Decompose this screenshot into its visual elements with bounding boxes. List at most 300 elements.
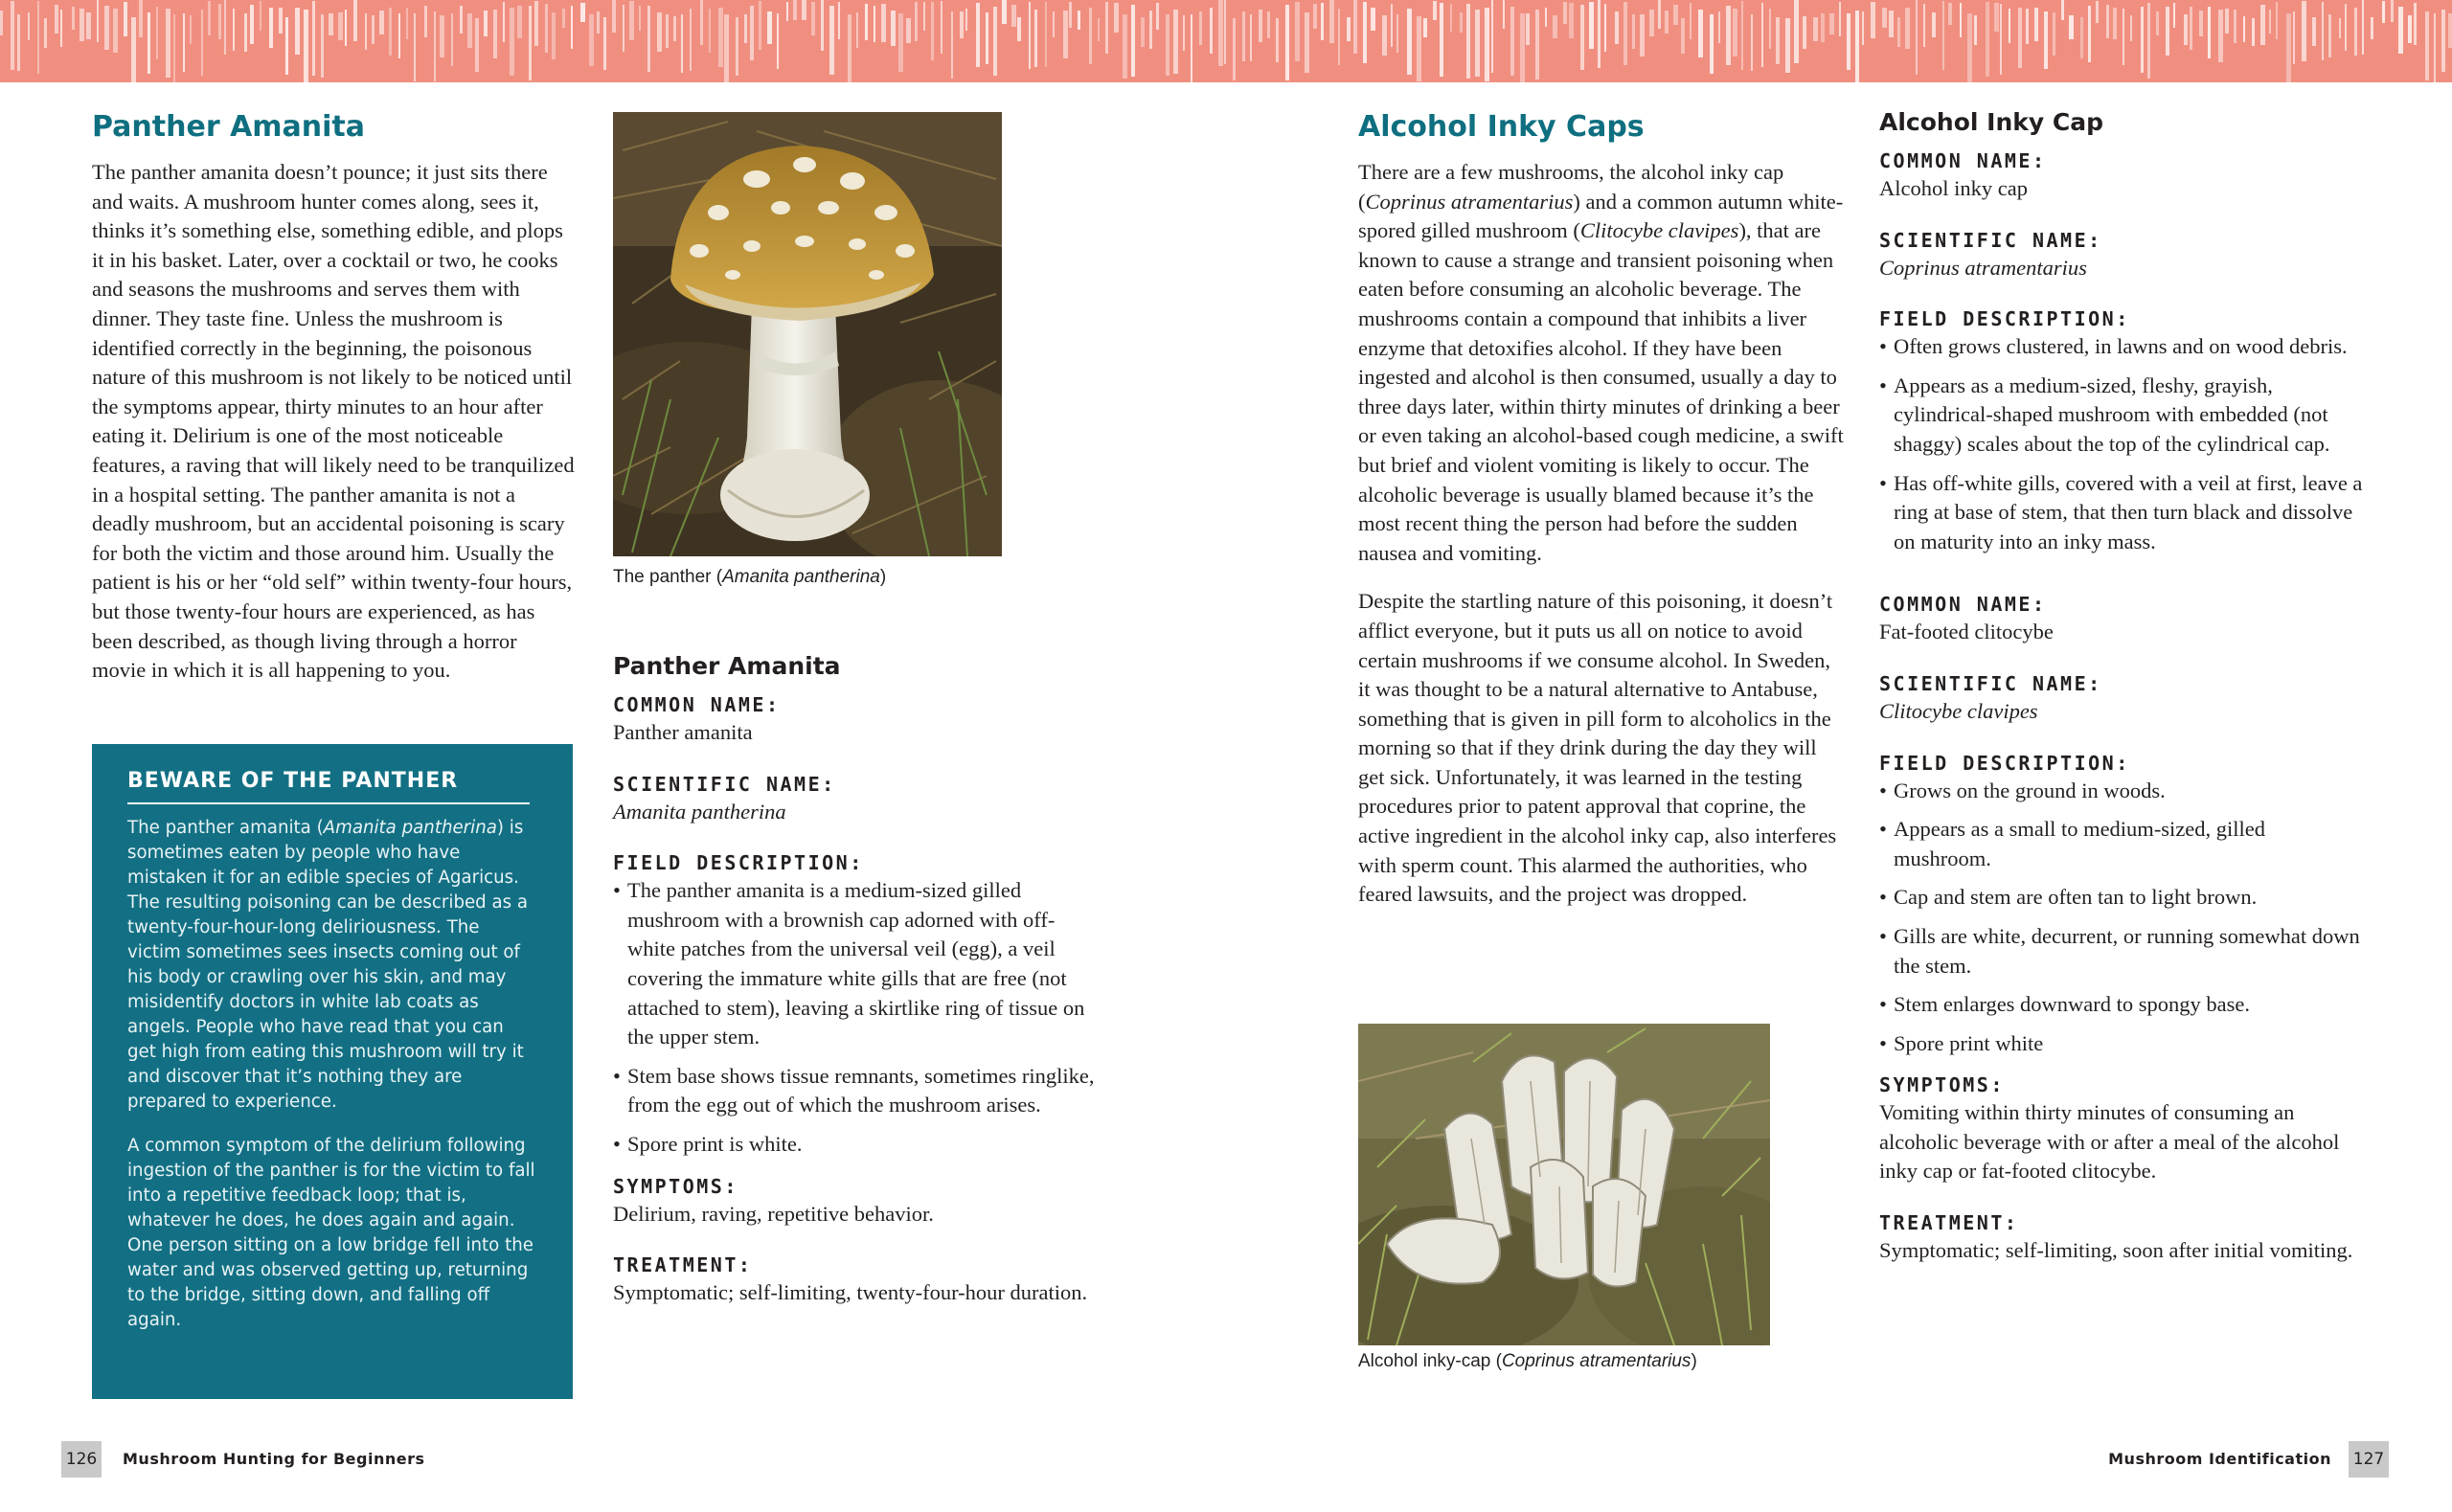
panther-amanita-photo xyxy=(613,112,1002,556)
banner-stroke xyxy=(17,14,20,71)
banner-stroke xyxy=(724,14,729,82)
banner-stroke xyxy=(2354,8,2357,56)
symptoms-label: SYMPTOMS: xyxy=(613,1174,738,1198)
banner-stroke xyxy=(304,10,308,82)
banner-stroke xyxy=(951,11,953,79)
banner-texture xyxy=(0,0,2452,82)
inky-scientific-name xyxy=(1879,227,2368,283)
banner-stroke xyxy=(1769,9,1771,49)
scientific-name-value: Amanita pantherina xyxy=(613,799,786,824)
banner-stroke xyxy=(1353,0,1357,54)
banner-stroke xyxy=(891,11,896,46)
banner-stroke xyxy=(1813,17,1818,41)
banner-stroke xyxy=(2269,10,2271,34)
banner-stroke xyxy=(1089,8,1092,64)
banner-stroke xyxy=(1598,0,1601,68)
banner-stroke xyxy=(1183,15,1185,51)
banner-stroke xyxy=(2345,4,2347,51)
banner-stroke xyxy=(534,1,538,46)
banner-stroke xyxy=(1259,10,1262,42)
banner-stroke xyxy=(113,9,118,53)
banner-stroke xyxy=(1078,11,1080,30)
list-item: • Cap and stem are often tan to light brown. xyxy=(1879,883,2368,913)
common-name-label: COMMON NAME: xyxy=(1879,149,2047,172)
banner-stroke xyxy=(1569,3,1574,38)
banner-stroke xyxy=(941,1,942,54)
banner-stroke xyxy=(1210,8,1213,54)
banner-stroke xyxy=(976,3,980,67)
banner-stroke xyxy=(690,9,692,71)
inky-cap-illustration xyxy=(1358,1024,1770,1345)
banner-stroke xyxy=(529,6,532,80)
banner-stroke xyxy=(2339,18,2341,38)
banner-stroke xyxy=(1862,11,1864,45)
banner-stroke xyxy=(750,6,754,60)
banner-stroke xyxy=(898,13,903,72)
banner-stroke xyxy=(915,2,918,41)
banner-stroke xyxy=(1305,12,1309,73)
inky-caps-article xyxy=(1358,108,1847,910)
clitocybe-common-name xyxy=(1879,591,2368,647)
decorative-banner xyxy=(0,0,2452,82)
banner-stroke xyxy=(1580,5,1584,70)
banner-stroke xyxy=(60,10,62,47)
banner-stroke xyxy=(365,13,367,50)
banner-stroke xyxy=(2018,8,2022,68)
banner-stroke xyxy=(571,6,573,49)
banner-stroke xyxy=(1905,8,1910,49)
banner-stroke xyxy=(2293,11,2295,64)
banner-stroke xyxy=(1098,18,1100,41)
banner-stroke xyxy=(1942,1,1944,70)
panther-photo-caption: The panther (Amanita pantherina) xyxy=(613,567,887,587)
banner-stroke xyxy=(2425,11,2429,80)
banner-stroke xyxy=(2362,0,2364,55)
list-item: • Appears as a medium-sized, fleshy, grayish, cylindrical-shaped mushroom with embedded (not shaggy) scales about the top of the cylindrical cap. xyxy=(1879,372,2368,460)
banner-stroke xyxy=(414,13,416,81)
banner-stroke xyxy=(2312,17,2316,46)
banner-stroke xyxy=(131,17,136,82)
banner-stroke xyxy=(2391,0,2394,22)
sidebar-body xyxy=(127,816,537,1333)
banner-stroke xyxy=(1751,14,1753,71)
banner-stroke xyxy=(451,13,453,66)
list-item: • Spore print white xyxy=(1879,1029,2368,1059)
banner-stroke xyxy=(1520,13,1525,82)
banner-stroke xyxy=(1615,11,1619,44)
banner-stroke xyxy=(1794,0,1799,63)
clitocybe-symptoms xyxy=(1879,1072,2368,1186)
banner-stroke xyxy=(1173,10,1178,74)
banner-stroke xyxy=(1916,0,1918,75)
list-item: • Gills are white, decurrent, or running somewhat down the stem. xyxy=(1879,922,2368,981)
banner-stroke xyxy=(440,15,444,57)
banner-stroke xyxy=(201,10,203,76)
banner-stroke xyxy=(503,2,505,42)
field-description-list xyxy=(613,876,1101,1159)
right-running-title: Mushroom Identification xyxy=(2108,1450,2331,1468)
banner-stroke xyxy=(612,0,616,33)
banner-stroke xyxy=(1396,14,1398,53)
banner-stroke xyxy=(353,0,357,41)
banner-stroke xyxy=(104,6,109,50)
banner-stroke xyxy=(986,12,988,64)
symptoms-label: SYMPTOMS: xyxy=(1879,1073,2005,1097)
banner-stroke xyxy=(345,10,347,46)
banner-stroke xyxy=(79,9,84,41)
banner-stroke xyxy=(589,14,594,66)
banner-stroke xyxy=(1460,12,1463,33)
banner-stroke xyxy=(597,11,600,34)
panther-fact-title: Panther Amanita xyxy=(613,652,841,680)
panther-article-paragraph: The panther amanita doesn’t pounce; it just sits there and waits. A mushroom hunter comes along, sees it, thinks it’s something else, something edible, and plops it in his basket. Later, over a cocktail or two, he cooks and seasons the mushrooms and serves them with dinner. They taste fine. Unless the mushroom is identified correctly in the beginning, the poisonous nature of this mushroom is not likely to be noticed until the symptoms appear, thirty minutes to an hour after eating it. Delirium is one of the most noticeable features, a raving that will likely need to be tranquilized in a hospital setting. The panther amanita is not a deadly mushroom, but an accidental poisoning is scary for both the victim and those around him. Usually the patient is his or her “old self” within twenty-four hours, but those twenty-four hours are experienced, as has been described, as though living through a horror movie in which it is all happening to you. xyxy=(92,160,575,683)
banner-stroke xyxy=(434,11,436,81)
scientific-name-label: SCIENTIFIC NAME: xyxy=(613,772,836,796)
banner-stroke xyxy=(1485,8,1489,81)
banner-stroke xyxy=(2448,13,2452,48)
banner-stroke xyxy=(1526,13,1530,45)
banner-stroke xyxy=(1029,2,1031,69)
banner-stroke xyxy=(603,17,606,70)
banner-stroke xyxy=(1632,14,1635,49)
treatment-label: TREATMENT: xyxy=(1879,1211,2019,1235)
banner-stroke xyxy=(2000,4,2002,75)
banner-stroke xyxy=(666,14,669,48)
banner-stroke xyxy=(2034,8,2038,41)
banner-stroke xyxy=(2414,3,2417,45)
banner-stroke xyxy=(2190,7,2192,50)
banner-stroke xyxy=(1363,2,1367,63)
banner-stroke xyxy=(2408,15,2412,43)
panther-fact-sheet xyxy=(613,651,1101,1331)
banner-stroke xyxy=(183,13,185,72)
banner-stroke xyxy=(931,2,934,60)
banner-stroke xyxy=(321,14,324,78)
banner-stroke xyxy=(1690,3,1691,39)
banner-stroke xyxy=(2322,2,2324,60)
banner-stroke xyxy=(1923,4,1925,47)
banner-stroke xyxy=(786,2,788,21)
banner-stroke xyxy=(2371,17,2373,39)
banner-stroke xyxy=(250,5,254,44)
banner-stroke xyxy=(623,5,624,52)
banner-stroke xyxy=(657,12,662,52)
list-item: • Stem enlarges downward to spongy base. xyxy=(1879,990,2368,1020)
banner-stroke xyxy=(1897,17,1900,47)
banner-stroke xyxy=(1242,11,1245,61)
banner-stroke xyxy=(881,4,886,42)
banner-stroke xyxy=(1321,3,1324,40)
banner-stroke xyxy=(2260,5,2265,45)
inky-photo-caption: Alcohol inky-cap (Coprinus atramentarius) xyxy=(1358,1351,1697,1371)
banner-stroke xyxy=(1433,1,1437,20)
banner-stroke xyxy=(1466,4,1470,79)
banner-stroke xyxy=(1761,3,1763,67)
banner-stroke xyxy=(2026,9,2029,44)
banner-stroke xyxy=(562,9,565,28)
banner-stroke xyxy=(580,3,585,22)
banner-stroke xyxy=(829,6,834,75)
banner-stroke xyxy=(279,8,283,34)
banner-stroke xyxy=(224,0,226,55)
banner-stroke xyxy=(2276,2,2278,39)
banner-stroke xyxy=(1114,3,1119,33)
banner-stroke xyxy=(1803,16,1806,49)
banner-stroke xyxy=(2009,9,2010,43)
inky-fact-title: Alcohol Inky Cap xyxy=(1879,108,2103,136)
left-page-number: 126 xyxy=(61,1441,102,1478)
banner-stroke xyxy=(1681,18,1685,54)
treatment-value: Symptomatic; self-limiting, twenty-four-hour duration. xyxy=(613,1280,1088,1305)
banner-stroke xyxy=(673,16,676,41)
common-name-label: COMMON NAME: xyxy=(613,693,781,716)
banner-stroke xyxy=(2286,13,2291,82)
banner-stroke xyxy=(2225,9,2229,34)
sidebar-title: BEWARE OF THE PANTHER xyxy=(127,769,530,804)
beware-sidebar xyxy=(92,744,573,1399)
inky-cap-photo xyxy=(1358,1024,1770,1345)
clitocybe-field-description xyxy=(1879,750,2368,1059)
banner-stroke xyxy=(372,15,375,44)
banner-stroke xyxy=(1069,2,1072,28)
banner-stroke xyxy=(406,8,408,39)
inky-caps-article-title: Alcohol Inky Caps xyxy=(1358,110,1645,144)
inky-cap-fact-sheet xyxy=(1879,107,2368,1289)
banner-stroke xyxy=(295,8,300,55)
banner-stroke xyxy=(639,6,641,31)
banner-stroke xyxy=(1649,10,1654,36)
banner-stroke xyxy=(424,6,427,37)
banner-stroke xyxy=(1267,11,1270,38)
banner-stroke xyxy=(1391,4,1393,47)
banner-stroke xyxy=(1123,14,1127,79)
banner-stroke xyxy=(1589,2,1594,49)
banner-stroke xyxy=(1371,8,1375,31)
banner-stroke xyxy=(1665,11,1669,34)
banner-stroke xyxy=(1855,11,1859,82)
panther-treatment xyxy=(613,1252,1101,1308)
banner-stroke xyxy=(718,8,723,67)
banner-stroke xyxy=(2199,11,2203,36)
banner-stroke xyxy=(2123,9,2124,65)
banner-stroke xyxy=(11,1,14,70)
banner-stroke xyxy=(329,13,333,35)
banner-stroke xyxy=(1063,11,1068,58)
banner-stroke xyxy=(285,17,288,75)
banner-stroke xyxy=(856,12,858,48)
banner-stroke xyxy=(2069,15,2074,39)
banner-stroke xyxy=(260,1,261,31)
banner-stroke xyxy=(2398,7,2403,54)
banner-stroke xyxy=(233,9,235,51)
banner-stroke xyxy=(312,1,315,76)
banner-stroke xyxy=(1034,10,1037,67)
banner-stroke xyxy=(1011,5,1016,27)
banner-stroke xyxy=(1233,18,1236,80)
common-name-value: Fat-footed clitocybe xyxy=(1879,620,2054,644)
scientific-name-label: SCIENTIFIC NAME: xyxy=(1879,671,2102,695)
banner-stroke xyxy=(510,8,514,76)
banner-stroke xyxy=(1829,13,1834,34)
banner-stroke xyxy=(1141,17,1145,47)
banner-stroke xyxy=(1563,2,1567,24)
banner-stroke xyxy=(2382,1,2385,23)
banner-stroke xyxy=(1347,17,1351,41)
banner-stroke xyxy=(244,13,247,52)
banner-stroke xyxy=(475,18,479,72)
banner-stroke xyxy=(2166,7,2169,56)
banner-stroke xyxy=(1285,5,1289,80)
banner-stroke xyxy=(1776,17,1780,64)
banner-stroke xyxy=(1871,2,1875,38)
panther-article-title: Panther Amanita xyxy=(92,110,366,144)
scientific-name-label: SCIENTIFIC NAME: xyxy=(1879,228,2102,252)
banner-stroke xyxy=(1276,18,1279,62)
banner-stroke xyxy=(1974,15,1977,45)
treatment-label: TREATMENT: xyxy=(613,1253,753,1277)
banner-stroke xyxy=(1839,2,1841,36)
banner-stroke xyxy=(759,1,761,50)
common-name-value: Alcohol inky cap xyxy=(1879,176,2028,200)
panther-amanita-illustration xyxy=(613,112,1002,556)
list-item: • Often grows clustered, in lawns and on wood debris. xyxy=(1879,332,2368,362)
banner-stroke xyxy=(1417,16,1421,81)
banner-stroke xyxy=(86,12,91,39)
banner-stroke xyxy=(1329,0,1334,43)
banner-stroke xyxy=(2434,13,2436,82)
banner-stroke xyxy=(124,2,127,36)
banner-stroke xyxy=(173,14,175,82)
list-item: • Has off-white gills, covered with a veil at first, leave a ring at base of stem, that then turn black and dissolve on maturity into an inky mass. xyxy=(1879,469,2368,557)
banner-stroke xyxy=(1338,9,1340,65)
banner-stroke xyxy=(2044,11,2048,69)
banner-stroke xyxy=(1475,10,1480,77)
list-item: • Spore print is white. xyxy=(613,1130,1101,1160)
field-description-label: FIELD DESCRIPTION: xyxy=(1879,307,2130,331)
banner-stroke xyxy=(389,8,392,56)
right-page-number: 127 xyxy=(2349,1441,2389,1478)
banner-stroke xyxy=(1718,11,1720,43)
banner-stroke xyxy=(1658,0,1661,29)
banner-stroke xyxy=(744,14,747,43)
banner-stroke xyxy=(2243,16,2245,42)
banner-stroke xyxy=(156,7,158,59)
banner-stroke xyxy=(1510,7,1514,76)
sidebar-paragraph-2: A common symptom of the delirium following ingestion of the panther is for the victim to fall into a repetitive feedback loop; that is, whatever he does, he does again and again. One person sitting on a low bridge fell into the water and was observed getting up, returning to the bridge, sitting down, and falling off again. xyxy=(127,1136,535,1330)
banner-stroke xyxy=(37,1,39,74)
banner-stroke xyxy=(97,0,99,42)
banner-stroke xyxy=(1224,0,1226,64)
banner-stroke xyxy=(2208,7,2211,58)
banner-stroke xyxy=(460,6,463,34)
banner-stroke xyxy=(139,0,143,37)
banner-stroke xyxy=(1166,14,1169,76)
banner-stroke xyxy=(1986,2,1989,77)
panther-field-description xyxy=(613,849,1101,1159)
banner-stroke xyxy=(2156,11,2159,35)
banner-stroke xyxy=(2053,12,2055,56)
banner-stroke xyxy=(960,11,964,38)
banner-stroke xyxy=(681,14,683,73)
banner-stroke xyxy=(1053,11,1055,37)
banner-stroke xyxy=(338,12,343,40)
banner-stroke xyxy=(208,1,211,35)
symptoms-value: Vomiting within thirty minutes of consuming an alcoholic beverage with or after a meal of the alcohol inky cap or fat-footed clitocybe. xyxy=(1879,1100,2340,1184)
banner-stroke xyxy=(2080,17,2083,58)
banner-stroke xyxy=(269,8,273,48)
banner-stroke xyxy=(2130,15,2132,41)
banner-stroke xyxy=(1156,3,1159,30)
list-item: • Grows on the ground in woods. xyxy=(1879,777,2368,806)
banner-stroke xyxy=(629,1,634,40)
banner-stroke xyxy=(838,2,840,39)
banner-stroke xyxy=(1821,13,1825,42)
list-item: • Appears as a small to medium-sized, gilled mushroom. xyxy=(1879,815,2368,873)
list-item: • Stem base shows tissue remnants, sometimes ringlike, from the egg out of which the mushroom arises. xyxy=(613,1062,1101,1120)
banner-stroke xyxy=(1847,13,1850,70)
banner-stroke xyxy=(467,13,472,48)
inky-caps-paragraph-2: Despite the startling nature of this poisoning, it doesn’t afflict everyone, but it puts us all on notice to avoid certain mushrooms if we consume alcohol. In Sweden, it was thought to be a natural alternative to Antabuse, something that is given in pill form to alcoholics in the morning so that if they drink during the day they will get sick. Unfortunately, it was learned in the testing procedures prior to patent approval that coprine, the active ingredient in the alcohol inky cap, also interferes with sperm count. This alarmed the authorities, who feared lawsuits, and the project was dropped. xyxy=(1358,589,1837,907)
banner-stroke xyxy=(1698,10,1703,57)
banner-stroke xyxy=(2184,14,2188,45)
banner-stroke xyxy=(1545,8,1547,27)
banner-stroke xyxy=(1994,3,1999,32)
banner-stroke xyxy=(865,4,868,40)
banner-stroke xyxy=(2252,18,2255,46)
banner-stroke xyxy=(874,6,875,42)
banner-stroke xyxy=(1726,6,1731,65)
treatment-value: Symptomatic; self-limiting, soon after initial vomiting. xyxy=(1879,1238,2353,1263)
banner-stroke xyxy=(906,18,911,43)
banner-stroke xyxy=(1741,1,1743,70)
banner-stroke xyxy=(1673,5,1678,25)
banner-stroke xyxy=(923,2,925,31)
banner-stroke xyxy=(647,6,650,72)
panther-article xyxy=(92,108,575,686)
panther-common-name xyxy=(613,691,1101,748)
banner-stroke xyxy=(1191,14,1192,82)
clitocybe-treatment xyxy=(1879,1209,2368,1266)
banner-stroke xyxy=(1535,10,1539,79)
symptoms-value: Delirium, raving, repetitive behavior. xyxy=(613,1201,934,1226)
banner-stroke xyxy=(1199,11,1202,45)
banner-stroke xyxy=(2106,5,2109,38)
banner-stroke xyxy=(1733,9,1737,56)
banner-stroke xyxy=(1407,9,1412,75)
banner-stroke xyxy=(2113,8,2117,39)
inky-field-description xyxy=(1879,305,2368,556)
banner-stroke xyxy=(1491,0,1493,73)
common-name-value: Panther amanita xyxy=(613,720,753,744)
field-description-list xyxy=(1879,777,2368,1059)
inky-caps-paragraph-1: There are a few mushrooms, the alcohol inky cap (Coprinus atramentarius) and a common autumn white-spored gilled mushroom (Clitocybe clavipes), that are known to cause a strange and transient poisoning when eaten before consuming an alcoholic beverage. The mushrooms contain a compound that inhibits a liver enzyme that detoxifies alcohol. If they have been ingested and alcohol is then consumed, usually a day to three days later, within thirty minutes of drinking a beer or even taking an alcohol-based cough medicine, a swift but brief and violent vomiting is likely to occur. The alcoholic beverage is usually blamed because it’s the most recent thing the person had before the sudden nausea and vomiting. xyxy=(1358,160,1844,565)
banner-stroke xyxy=(2147,3,2150,79)
banner-stroke xyxy=(821,0,824,51)
panther-symptoms xyxy=(613,1173,1101,1230)
banner-stroke xyxy=(811,2,815,35)
banner-stroke xyxy=(0,11,3,35)
banner-stroke xyxy=(1640,14,1645,56)
banner-stroke xyxy=(2328,14,2331,57)
panther-article-body xyxy=(92,158,575,686)
banner-stroke xyxy=(1149,11,1152,49)
banner-stroke xyxy=(1002,0,1007,24)
banner-stroke xyxy=(55,5,58,34)
banner-stroke xyxy=(1045,2,1047,67)
banner-stroke xyxy=(2173,3,2175,28)
banner-stroke xyxy=(1553,15,1557,38)
banner-stroke xyxy=(2088,6,2091,62)
